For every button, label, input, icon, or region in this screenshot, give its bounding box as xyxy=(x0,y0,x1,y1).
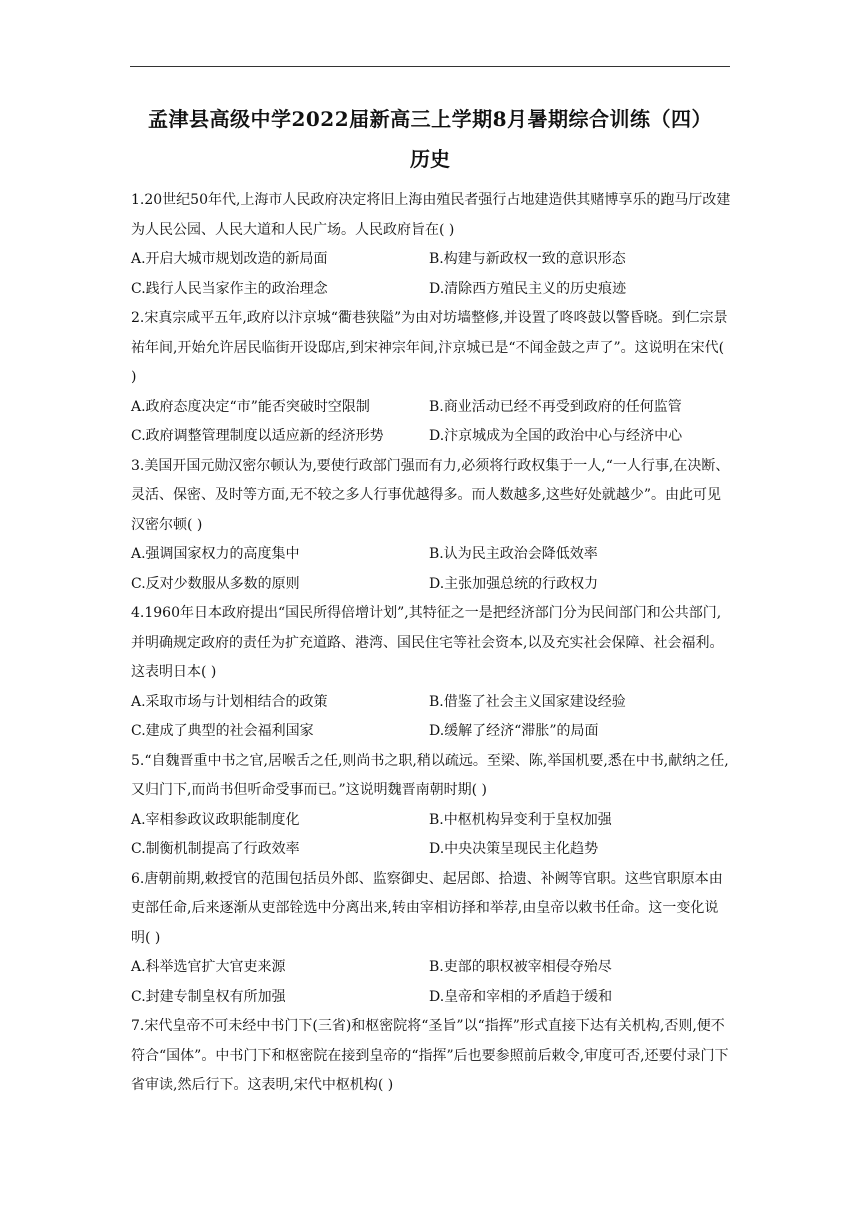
option-b: B.认为民主政治会降低效率 xyxy=(429,546,598,562)
option-d: D.皇帝和宰相的矛盾趋于缓和 xyxy=(429,988,613,1005)
option-a: A.开启大城市规划改造的新局面 xyxy=(131,251,328,267)
option-c: C.建成了典型的社会福利国家 xyxy=(131,723,314,739)
question-stem: 3.美国开国元勋汉密尔顿认为,要使行政部门强而有力,必须将行政权集于一人,“一人行事,在决断、灵活、保密、及时等方面,无不较之多人行事优越得多。而人数越多,这些好处就越少”。由此可见汉密尔顿( ) xyxy=(131,457,730,533)
option-row xyxy=(131,540,731,570)
question-stem: 2.宋真宗咸平五年,政府以汴京城“衢巷狭隘”为由对坊墙整修,并设置了咚咚鼓以警昏晓。到仁宗景祐年间,开始允许居民临街开设邸店,到宋神宗年间,汴京城已是“不闻金鼓之声了”。这说明在宋代( ) xyxy=(131,310,728,385)
question-2 xyxy=(131,304,731,452)
option-b: B.商业活动已经不再受到政府的任何监管 xyxy=(429,398,682,415)
question-4 xyxy=(131,599,731,747)
question-stem: 1.20世纪50年代,上海市人民政府决定将旧上海由殖民者强行占地建造供其赌博享乐的跑马厅改建为人民公园、人民大道和人民广场。人民政府旨在( ) xyxy=(131,192,731,238)
subject-heading: 历史 xyxy=(410,147,450,171)
option-a: A.采取市场与计划相结合的政策 xyxy=(131,693,328,710)
option-a: A.宰相参政议政职能制度化 xyxy=(131,811,300,828)
question-list xyxy=(131,186,731,1101)
option-row xyxy=(131,275,731,305)
option-b: B.中枢机构异变利于皇权加强 xyxy=(429,811,612,828)
question-stem: 4.1960年日本政府提出“国民所得倍增计划”,其特征之一是把经济部门分为民间部门和公共部门,并明确规定政府的责任为扩充道路、港湾、国民住宅等社会资本,以及充实社会保障、社会福利。这表明日本( ) xyxy=(131,605,724,680)
page-title: 孟津县高级中学2022届新高三上学期8月暑期综合训练（四） xyxy=(147,107,713,131)
question-stem: 5.“自魏晋重中书之官,居喉舌之任,则尚书之职,稍以疏远。至梁、陈,举国机要,悉在中书,献纳之任,又归门下,而尚书但听命受事而已。”这说明魏晋南朝时期( ) xyxy=(131,752,729,798)
option-d: D.中央决策呈现民主化趋势 xyxy=(429,841,599,857)
option-c: C.践行人民当家作主的政治理念 xyxy=(131,280,328,297)
option-row xyxy=(131,688,731,718)
option-d: D.汴京城成为全国的政治中心与经济中心 xyxy=(429,428,683,444)
option-d: D.主张加强总统的行政权力 xyxy=(429,575,599,592)
header-rule xyxy=(130,66,730,67)
question-stem: 6.唐朝前期,敕授官的范围包括员外郎、监察御史、起居郎、拾遗、补阙等官职。这些官职原本由吏部任命,后来逐渐从吏部铨选中分离出来,转由宰相访择和举荐,由皇帝以敕书任命。这一变化说明( ) xyxy=(131,870,723,946)
option-a: A.科举选官扩大官吏来源 xyxy=(131,959,286,975)
option-a: A.政府态度决定“市”能否突破时空限制 xyxy=(131,398,370,415)
option-c: C.反对少数服从多数的原则 xyxy=(131,575,300,592)
question-stem: 7.宋代皇帝不可未经中书门下(三省)和枢密院将“圣旨”以“指挥”形式直接下达有关机构,否则,便不符合“国体”。中书门下和枢密院在接到皇帝的“指挥”后也要参照前后敕令,审度可否,还要付录门下省审读,然后行下。这表明,宋代中枢机构( ) xyxy=(131,1018,729,1093)
option-row xyxy=(131,422,731,452)
question-7 xyxy=(131,1012,731,1101)
option-c: C.封建专制皇权有所加强 xyxy=(131,988,286,1005)
option-c: C.制衡机制提高了行政效率 xyxy=(131,841,300,857)
option-row xyxy=(131,806,731,836)
option-a: A.强调国家权力的高度集中 xyxy=(131,546,300,562)
option-row xyxy=(131,983,731,1013)
option-b: B.借鉴了社会主义国家建设经验 xyxy=(429,693,626,710)
question-5 xyxy=(131,747,731,865)
option-b: B.吏部的职权被宰相侵夺殆尽 xyxy=(429,959,612,975)
option-d: D.缓解了经济“滞胀”的局面 xyxy=(429,723,599,739)
option-row xyxy=(131,953,731,983)
question-6 xyxy=(131,865,731,1013)
option-b: B.构建与新政权一致的意识形态 xyxy=(429,251,626,267)
option-d: D.清除西方殖民主义的历史痕迹 xyxy=(429,280,627,297)
option-row xyxy=(131,570,731,600)
option-row xyxy=(131,835,731,865)
option-row xyxy=(131,245,731,275)
option-row xyxy=(131,393,731,423)
option-c: C.政府调整管理制度以适应新的经济形势 xyxy=(131,428,384,444)
question-3 xyxy=(131,452,731,600)
question-1 xyxy=(131,186,731,304)
option-row xyxy=(131,717,731,747)
